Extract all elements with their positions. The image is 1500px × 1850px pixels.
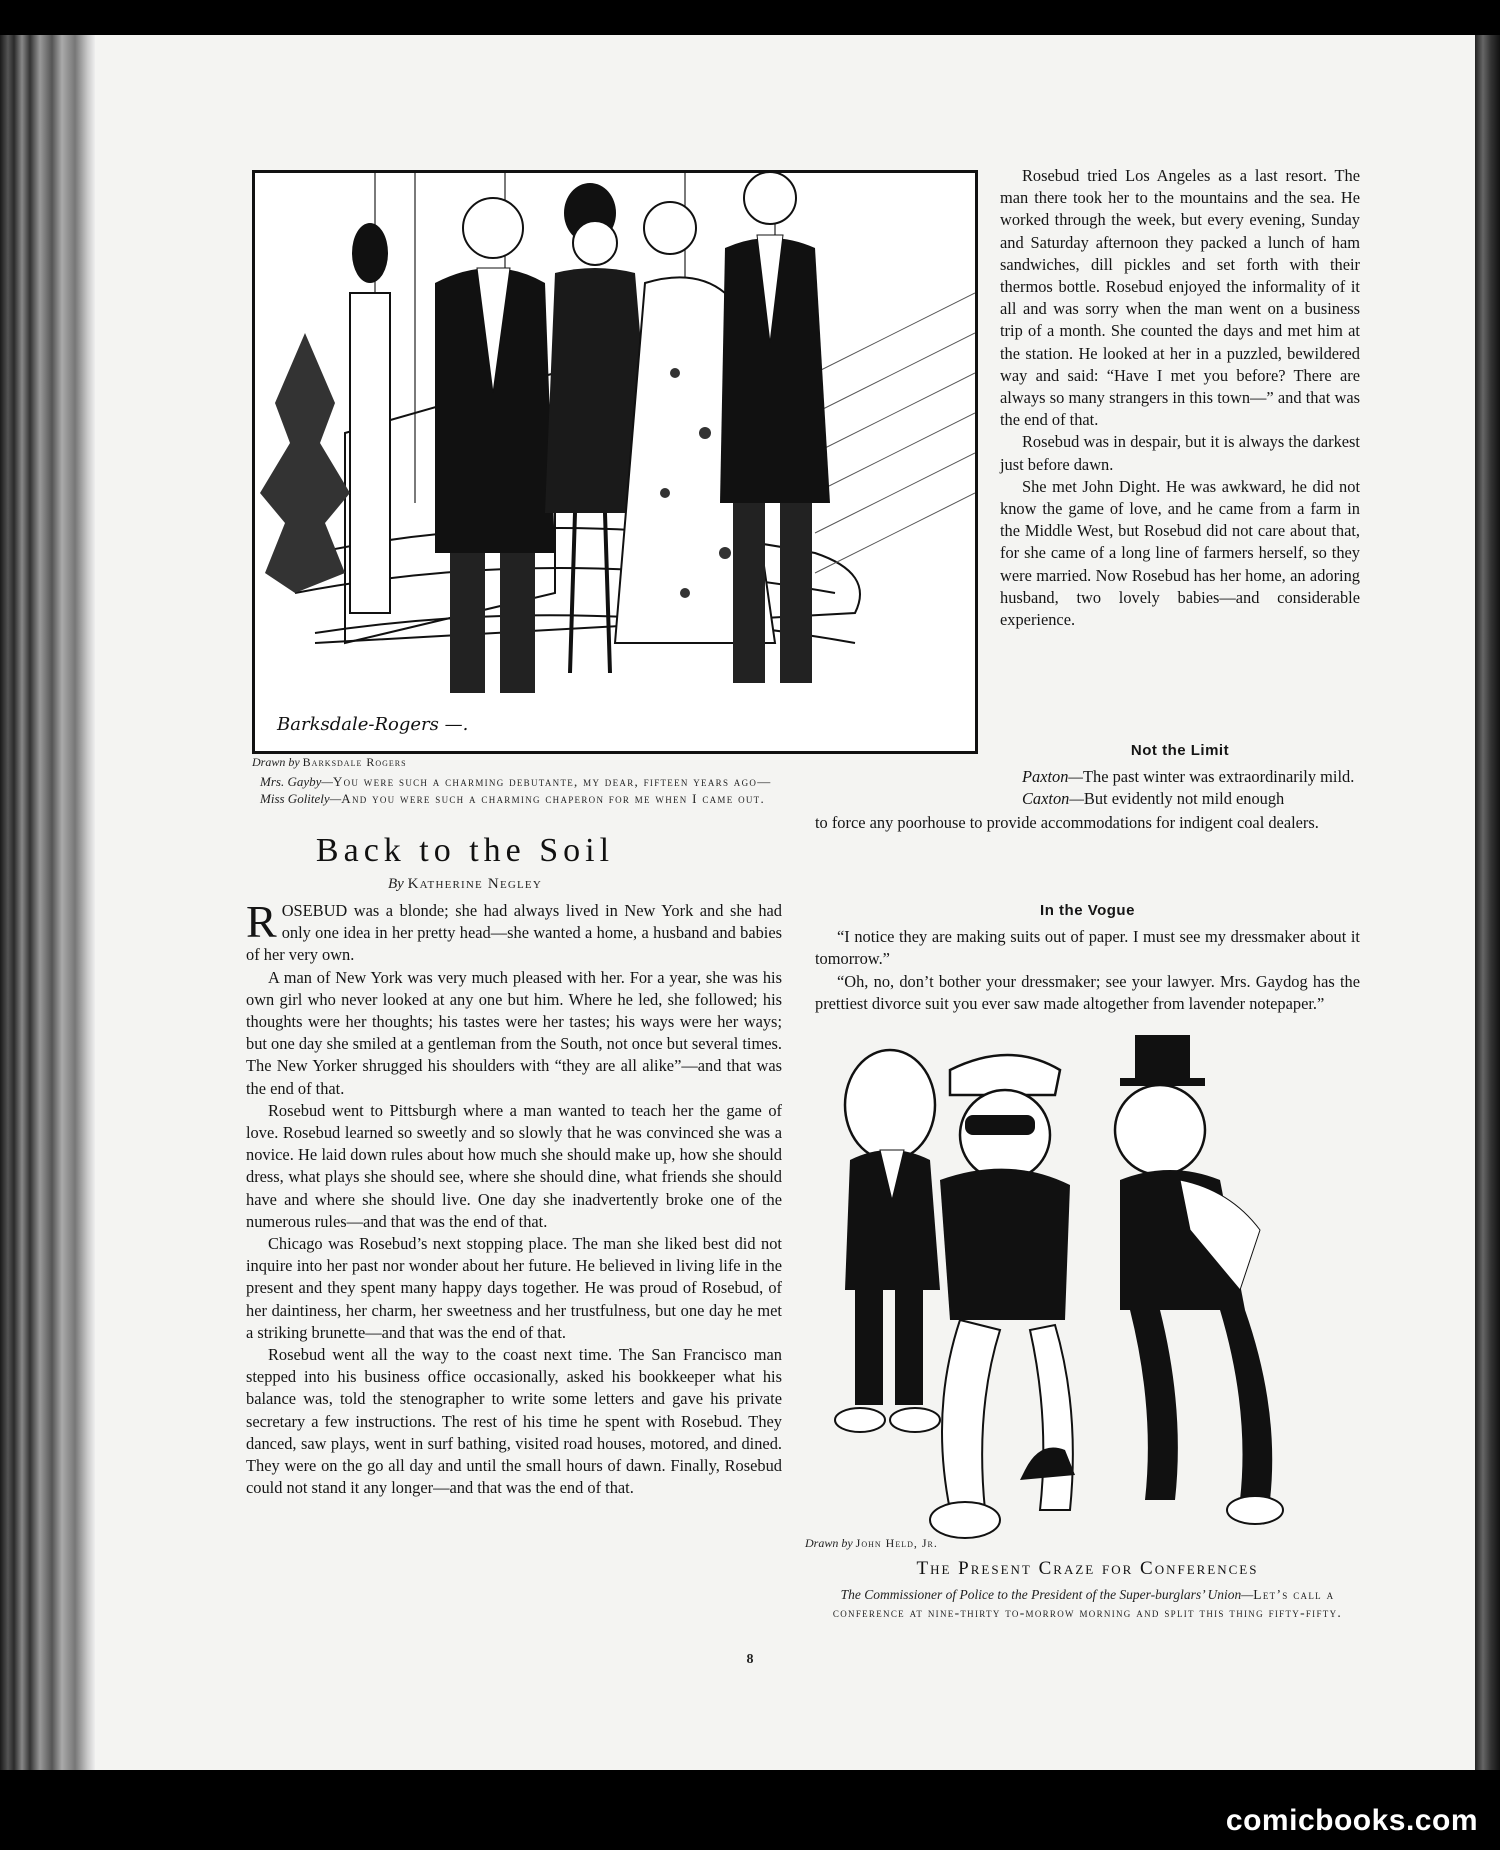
- article-paragraph-7: Rosebud was in despair, but it is always the darkest just before dawn.: [1000, 432, 1360, 474]
- in-the-vogue-heading: In the Vogue: [1040, 902, 1135, 919]
- paxton-text: The past winter was extraordinarily mild.: [1083, 767, 1355, 787]
- watermark: comicbooks.com: [1225, 1804, 1478, 1837]
- page-number: 8: [746, 1652, 754, 1667]
- conference-cartoon-drawing: [800, 1030, 1370, 1550]
- in-the-vogue-paragraph-2: “Oh, no, don’t bother your dressmaker; see your lawyer. Mrs. Gaydog has the prettiest divorce suit you ever saw made altogether from lavender notepaper.”: [815, 971, 1360, 1013]
- speaker-caxton: Caxton—: [1022, 789, 1084, 809]
- illustration-conference-cartoon: [800, 1030, 1370, 1550]
- book-binding: [0, 35, 95, 1770]
- cartoon-credit: [805, 1536, 938, 1551]
- not-the-limit-line-1: [1000, 766, 1360, 788]
- illustration-credit: [252, 755, 407, 770]
- caption-speaker-1: Mrs. Gayby—: [260, 774, 333, 789]
- article-paragraph-3: Rosebud went to Pittsburgh where a man wanted to teach her the game of love. Rosebud learned so sweetly and so slowly that he was convinced she was a novice. He laid down rules about how much she should make up, how she should dress, what plays she should see, where she should dine, what friends she should have and where she should live. One day she inadvertently broke one of the numerous rules—and that was the end of that.: [246, 1100, 782, 1231]
- illustration-caption: [260, 773, 960, 807]
- article-paragraph-8: She met John Dight. He was awkward, he did not know the game of love, and he came from a farm in the Middle West, but Rosebud did not care about that, for she came of a long line of farmers herself, so they were married. Now Rosebud has her home, an adoring husband, two lovely babies—and considerable experience.: [1000, 476, 1360, 630]
- artist-signature: Barksdale-Rogers —.: [277, 714, 469, 735]
- caption-text-2: And you were such a charming chaperon for me when I came out.: [341, 791, 766, 806]
- credit-prefix: Drawn by: [252, 755, 300, 769]
- article-body-left: [246, 896, 782, 1499]
- not-the-limit-section: [1000, 740, 1360, 811]
- caption-text-1: You were such a charming debutante, my dear, fifteen years ago—: [332, 774, 772, 789]
- byline-prefix: By: [387, 876, 404, 892]
- cartoon-caption-text: Let’s call a conference at nine-thirty to-morrow morning and split this thing fifty-fifty.: [832, 1587, 1343, 1620]
- speaker-paxton: Paxton—: [1022, 767, 1084, 787]
- article-paragraph-5: Rosebud went all the way to the coast next time. The San Francisco man stepped into his business office occasionally, asked his bookkeeper what his balance was, told the stenographer to write some letters and gave his private secretary a few instructions. The rest of his time he spent with Rosebud. They danced, saw plays, went in surf bathing, visited road houses, motored, and dined. They were on the go all day and until the small hours of dawn. Finally, Rosebud could not stand it any longer—and that was the end of that.: [246, 1345, 782, 1498]
- in-the-vogue-paragraph-1: “I notice they are making suits out of paper. I must see my dressmaker about it tomorrow.”: [815, 927, 1360, 969]
- cartoon-caption-speaker: The Commissioner of Police to the President of the Super-burglars’ Union—: [840, 1587, 1254, 1602]
- illustration-party-scene: [252, 170, 978, 754]
- cartoon-credit-prefix: Drawn by: [805, 1536, 853, 1550]
- page-edge: [1475, 35, 1500, 1770]
- caxton-text: But evidently not mild enough: [1083, 789, 1285, 809]
- article-body-right: [1000, 165, 1360, 631]
- cartoon-credit-name: John Held, Jr.: [855, 1536, 938, 1550]
- article-paragraph-4: Chicago was Rosebud’s next stopping place. The man she liked best did not inquire into her past nor wonder about her future. He believed in living life in the present and they spent many happy days together. He was proud of Rosebud, of her daintiness, her charm, her sweetness and her trustfulness, but one day he met a striking brunette—and that was the end of that.: [246, 1234, 782, 1342]
- caption-line-2: [260, 790, 960, 807]
- caption-speaker-2: Miss Golitely—: [260, 791, 342, 806]
- article-paragraph-2: A man of New York was very much pleased with her. For a year, she was his own girl who never looked at any one but him. Where he led, she followed; his thoughts were her thoughts; his tastes were her tastes; his ways were her ways; but one day she smiled at a gentleman from the South, not once but several times. The New Yorker shrugged his shoulders with “they are all alike”—and that was the end of that.: [246, 967, 782, 1098]
- caxton-text-continued: to force any poorhouse to provide accommodations for indigent coal dealers.: [815, 813, 1319, 832]
- drop-cap: R: [246, 896, 277, 947]
- party-scene-drawing: [255, 173, 975, 751]
- article-title: Back to the Soil: [315, 832, 615, 869]
- not-the-limit-continued: [815, 812, 1360, 834]
- not-the-limit-line-2: [1000, 788, 1360, 810]
- cartoon-caption: [815, 1586, 1360, 1622]
- caption-line-1: [260, 773, 960, 790]
- article-paragraph-1: [246, 896, 782, 967]
- in-the-vogue-section: [815, 900, 1360, 1015]
- not-the-limit-heading: Not the Limit: [1130, 742, 1230, 759]
- paragraph-1-text: OSEBUD was a blonde; she had always lived in New York and she had only one idea in her pretty head—she wanted a home, a husband and babies of her very own.: [246, 901, 782, 965]
- byline-author: Katherine Negley: [407, 876, 542, 892]
- article-paragraph-6: Rosebud tried Los Angeles as a last resort. The man there took her to the mountains and the sea. He worked through the week, but every evening, Sunday and Saturday afternoon they packed a lunch of ham sandwiches, dill pickles and set forth with their thermos bottle. Rosebud enjoyed the informality of it all and was sorry when the man went on a business trip of a month. She counted the days and met him at the station. He looked at her in a puzzled, bewildered way and said: “Have I met you before? There are always so many strangers in this town—” and that was the end of that.: [1000, 166, 1360, 430]
- cartoon-title: The Present Craze for Conferences: [916, 1558, 1259, 1579]
- credit-name: Barksdale Rogers: [302, 755, 407, 769]
- article-byline: [250, 876, 680, 893]
